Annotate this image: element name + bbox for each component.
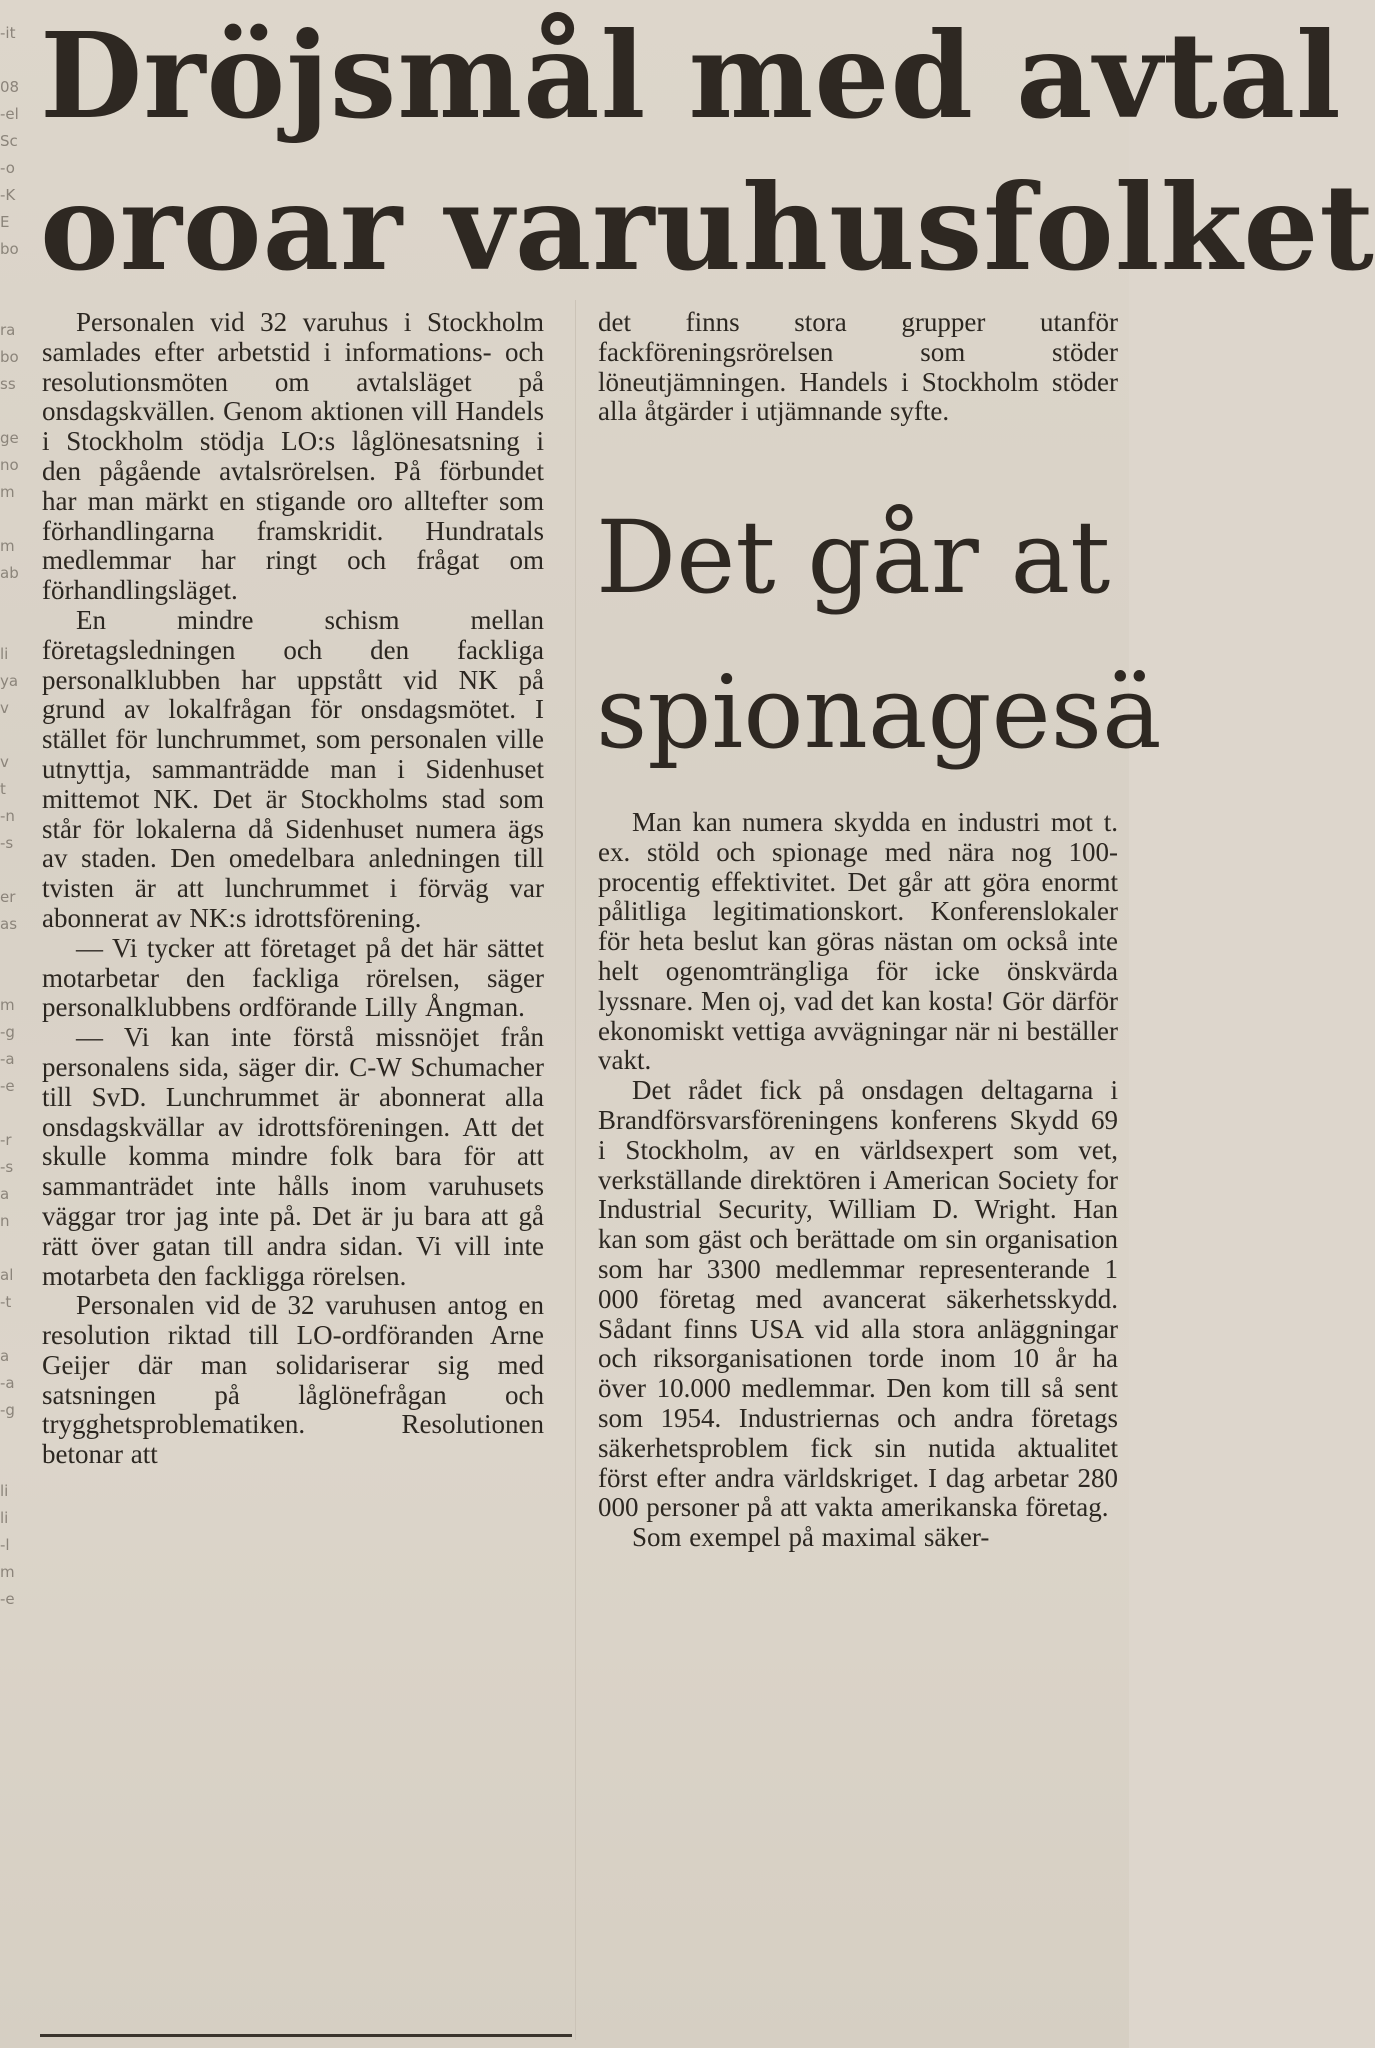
article2-paragraph-3: Som exempel på maximal säker-: [632, 1522, 990, 1553]
margin-fragment: t: [0, 780, 6, 798]
margin-fragment: -e: [0, 1077, 15, 1095]
article1-continued-text: det finns stora grupper utanför fackföreningsrörelsen som stöder löneutjämningen. Handels i Stockholm stöder alla åtgärder i utjämnande syfte.: [598, 307, 1118, 427]
margin-fragment: [0, 506, 40, 533]
article1-paragraph-1: Personalen vid 32 varuhus i Stockholm samlades efter arbetstid i informations- och resolutionsmöten om avtalsläget på onsdagskvällen. Genom aktionen vill Handels i Stockholm stödja LO:s låglönesatsning i den pågående avtalsrörelsen. På förbundet har man märkt en stigande oro alltefter som förhandlingarna framskridit. Hundratals medlemmar har ringt och frågat om förhandlingsläget.: [42, 307, 544, 606]
second-headline: [596, 480, 1162, 790]
margin-fragment: -o: [0, 159, 15, 177]
margin-fragment: bo: [0, 348, 19, 366]
margin-fragment: -K: [0, 186, 16, 204]
article1-paragraph-4: — Vi kan inte förstå missnöjet från personalens sida, säger dir. C-W Schumacher till SvD. Lunchrummet är abonnerat alla onsdagskvällar av idrottsföreningen. Att det skulle komma mindre folk bara för att sammanträdet inte hålls inom varuhusets väggar tror jag inte på. Det är ju bara att gå rätt över gatan till andra sidan. Vi vill inte motarbeta den fackligga rörelsen.: [42, 1022, 544, 1291]
article1-paragraph-3: — Vi tycker att företaget på det här sättet motarbetar den fackliga rörelsen, säger personalklubbens ordförande Lilly Ångman.: [42, 932, 544, 1023]
margin-fragment: [0, 938, 40, 965]
margin-fragment: -g: [0, 1401, 15, 1419]
margin-fragment: Sc: [0, 132, 18, 150]
margin-fragment: [0, 1451, 40, 1478]
margin-fragment: li: [0, 1482, 9, 1500]
margin-fragment: E: [0, 213, 10, 231]
margin-fragment: -s: [0, 834, 14, 852]
margin-fragment: [0, 587, 40, 614]
margin-fragment: -s: [0, 1158, 14, 1176]
margin-fragment: -e: [0, 1590, 15, 1608]
article1-paragraph-5: Personalen vid de 32 varuhusen antog en resolution riktad till LO-ordföranden Arne Geijer där man solidariserar sig med satsningen på låglönefrågan och trygghetsproblematiken. Resolutionen betonar att: [42, 1290, 544, 1470]
margin-fragment: as: [0, 915, 18, 933]
margin-fragment: ss: [0, 375, 16, 393]
margin-fragment: ra: [0, 321, 16, 339]
margin-fragment: -r: [0, 1131, 12, 1149]
margin-fragment: li: [0, 1509, 9, 1527]
margin-fragment: no: [0, 456, 19, 474]
article2-paragraph-1: Man kan numera skydda en industri mot t. ex. stöld och spionage med nära nog 100-procentig effektivitet. Det går att göra enormt pålitliga legitimationskort. Konferenslokaler för heta beslut kan göras nästan om också inte helt ogenomträngliga för icke önskvärda lyssnare. Men oj, vad det kan kosta! Gör därför ekonomiskt vettiga avvägningar när ni beställer vakt.: [598, 807, 1118, 1076]
margin-fragment: [0, 263, 40, 290]
left-margin-fragments: [0, 20, 40, 2040]
margin-fragment: n: [0, 1212, 10, 1230]
margin-fragment: -it: [0, 24, 16, 42]
bottom-rule: [40, 2034, 572, 2037]
margin-fragment: -l: [0, 1536, 10, 1554]
margin-fragment: m: [0, 1563, 15, 1581]
margin-fragment: [0, 398, 40, 425]
margin-fragment: m: [0, 537, 15, 555]
margin-fragment: -el: [0, 105, 19, 123]
second-headline-line-1: Det går at: [596, 499, 1111, 616]
margin-fragment: [0, 1424, 40, 1451]
margin-fragment: li: [0, 645, 9, 663]
margin-fragment: [0, 965, 40, 992]
headline-line-2: oroar varuhusfolket: [40, 158, 1375, 297]
margin-fragment: ya: [0, 672, 19, 690]
article1-column: [42, 308, 544, 2040]
margin-fragment: er: [0, 888, 16, 906]
margin-fragment: [0, 290, 40, 317]
margin-fragment: a: [0, 1185, 10, 1203]
margin-fragment: [0, 722, 40, 749]
second-headline-line-2: spionagesä: [596, 654, 1162, 771]
margin-fragment: -a: [0, 1374, 15, 1392]
margin-fragment: [0, 857, 40, 884]
article2-column: [598, 808, 1118, 2048]
margin-fragment: m: [0, 483, 15, 501]
article1-paragraph-2: En mindre schism mellan företagsledningen och den fackliga personalklubben har uppstått vid NK på grund av lokalfrågan för onsdagsmötet. I stället för lunchrummet, som personalen ville utnyttja, sammanträdde man i Sidenhuset mittemot NK. Det är Stockholms stad som står för lokalerna då Sidenhuset numera ägs av staden. Den omedelbara anledningen till tvisten är att lunchrummet i förväg var abonnerat av NK:s idrottsförening.: [42, 604, 544, 933]
margin-fragment: [0, 1316, 40, 1343]
headline-line-1: Dröjsmål med avtal: [40, 6, 1342, 145]
margin-fragment: -g: [0, 1023, 15, 1041]
margin-fragment: -t: [0, 1293, 12, 1311]
margin-fragment: -n: [0, 807, 15, 825]
margin-fragment: 08: [0, 78, 20, 96]
article2-paragraph-2: Det rådet fick på onsdagen deltagarna i Brandförsvarsföreningens konferens Skydd 69 i Stockholm, av en världsexpert som vet, verkställande direktören i American Society for Industrial Security, William D. Wright. Han kan som gäst och berättade om sin organisation som har 3300 medlemmar representerande 1 000 företag med avancerat säkerhetsskydd. Sådant finns USA vid alla stora anläggningar och riksorganisationen torde inom 10 år ha över 10.000 medlemmar. Den kom till så sent som 1954. Industriernas och andra företags säkerhetsproblem fick sin nutida aktualitet först efter andra världskriget. I dag arbetar 280 000 personer på att vakta amerikanska företag.: [598, 1075, 1118, 1523]
margin-fragment: v: [0, 753, 9, 771]
main-headline: [40, 0, 1375, 304]
margin-fragment: [0, 1235, 40, 1262]
column-divider: [575, 300, 576, 2040]
margin-fragment: al: [0, 1266, 14, 1284]
margin-fragment: ab: [0, 564, 19, 582]
margin-fragment: v: [0, 699, 9, 717]
margin-fragment: bo: [0, 240, 19, 258]
article1-continued-column: [598, 308, 1118, 427]
margin-fragment: a: [0, 1347, 10, 1365]
margin-fragment: -a: [0, 1050, 15, 1068]
margin-fragment: ge: [0, 429, 19, 447]
margin-fragment: [0, 614, 40, 641]
margin-fragment: [0, 1100, 40, 1127]
margin-fragment: m: [0, 996, 15, 1014]
margin-fragment: [0, 47, 40, 74]
